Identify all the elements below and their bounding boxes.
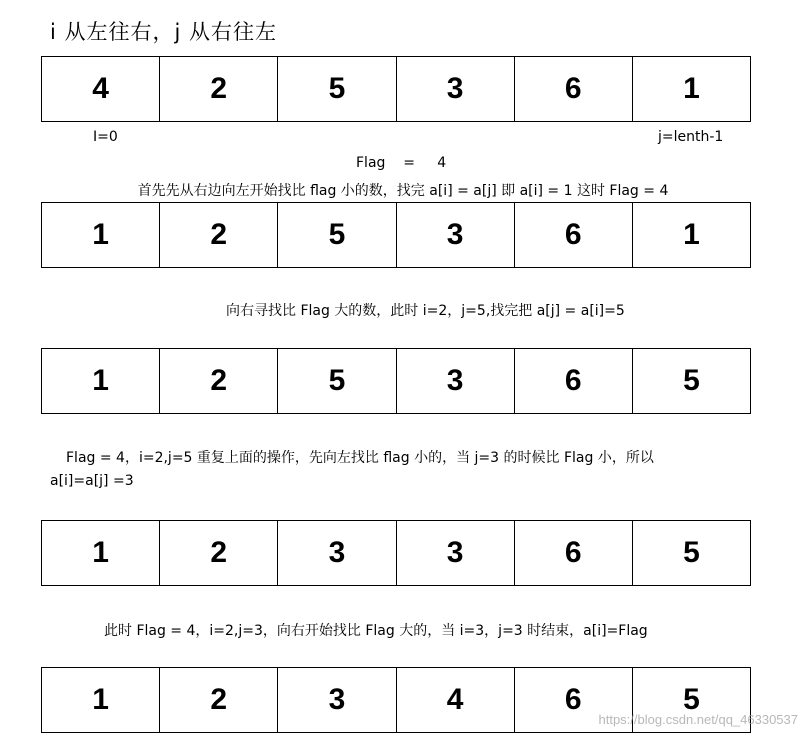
array-cell: 3	[397, 203, 515, 267]
array-cell: 1	[683, 218, 700, 251]
array-row-3	[41, 520, 751, 586]
array-row-1	[41, 202, 751, 268]
step-3-text-line-1: Flag = 4，i=2,j=5 重复上面的操作，先向左找比 flag 小的，当 j=3 的时候比 Flag 小，所以	[66, 450, 654, 466]
array-row-2	[41, 348, 751, 414]
array-cell: 4	[397, 668, 515, 732]
array-cell: 2	[160, 57, 278, 121]
array-cell: 4	[42, 57, 160, 121]
array-cell: 5	[683, 683, 700, 716]
step-1-text: 首先先从右边向左开始找比 flag 小的数，找完 a[i] = a[j] 即 a[i] = 1 这时 Flag = 4	[137, 183, 669, 199]
array-cell: 1	[42, 521, 160, 585]
array-cell: 2	[160, 668, 278, 732]
array-cell: 6	[515, 668, 633, 732]
array-cell: 3	[397, 57, 515, 121]
array-cell: 6	[515, 521, 633, 585]
watermark: https://blog.csdn.net/qq_46330537	[598, 712, 798, 727]
array-cell: 6	[515, 57, 633, 121]
step-3-text-line-2: a[i]=a[j] =3	[50, 473, 134, 489]
array-cell: 3	[278, 668, 396, 732]
array-cell: 1	[42, 349, 160, 413]
array-cell: 1	[42, 668, 160, 732]
step-4-text: 此时 Flag = 4，i=2,j=3，向右开始找比 Flag 大的，当 i=3，j=3 时结束，a[i]=Flag	[104, 623, 648, 639]
array-cell: 5	[683, 536, 700, 569]
array-cell: 5	[278, 203, 396, 267]
i-start-label: I=0	[93, 129, 118, 145]
array-cell: 2	[160, 349, 278, 413]
diagram-title: i 从左往右，j 从右往左	[50, 20, 278, 44]
j-start-label: j=lenth-1	[658, 129, 724, 145]
array-cell: 5	[683, 364, 700, 397]
array-cell: 1	[683, 72, 700, 105]
array-row-0	[41, 56, 751, 122]
array-cell: 5	[278, 349, 396, 413]
step-2-text: 向右寻找比 Flag 大的数，此时 i=2，j=5,找完把 a[j] = a[i]=5	[226, 303, 625, 319]
array-cell: 3	[397, 349, 515, 413]
array-cell: 3	[278, 521, 396, 585]
array-cell: 5	[278, 57, 396, 121]
array-cell: 2	[160, 521, 278, 585]
array-cell: 3	[397, 521, 515, 585]
array-cell: 6	[515, 203, 633, 267]
array-cell: 2	[160, 203, 278, 267]
flag-label: Flag = 4	[356, 155, 447, 171]
array-cell: 1	[42, 203, 160, 267]
array-cell: 6	[515, 349, 633, 413]
